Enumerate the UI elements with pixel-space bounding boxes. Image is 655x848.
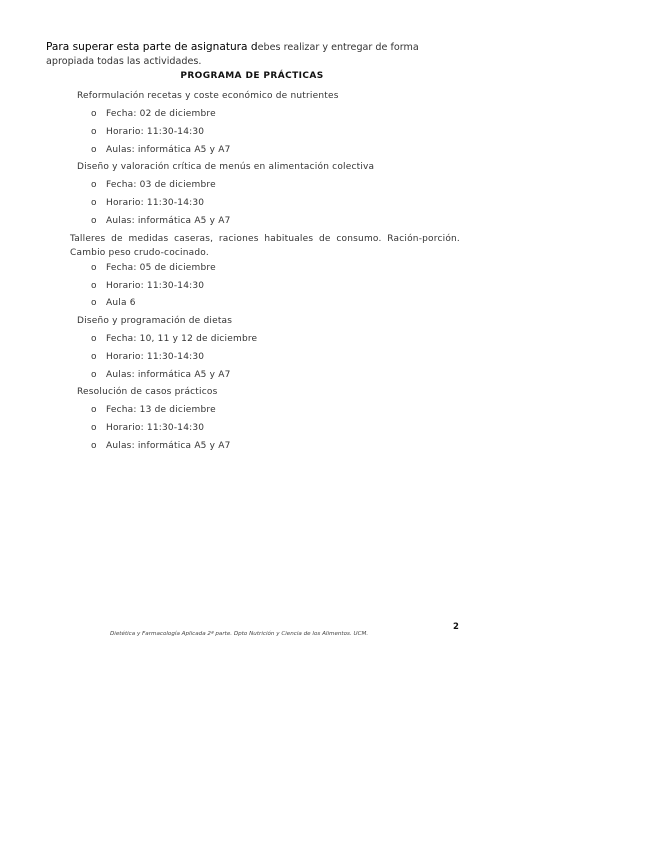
bullet-icon: o <box>91 109 97 119</box>
section-title: Diseño y programación de dietas <box>77 316 233 326</box>
intro-lead: Para superar esta parte de asignatura d <box>46 41 258 53</box>
item-text: Fecha: 10, 11 y 12 de diciembre <box>106 334 258 344</box>
section-title: Diseño y valoración crítica de menús en alimentación colectiva <box>77 162 375 172</box>
list-item <box>91 216 231 226</box>
item-text: Aulas: informática A5 y A7 <box>106 441 231 451</box>
bullet-icon: o <box>91 145 97 155</box>
list-item <box>91 405 216 415</box>
bullet-icon: o <box>91 405 97 415</box>
item-text: Fecha: 13 de diciembre <box>106 405 216 415</box>
item-text: Aula 6 <box>106 298 136 308</box>
section-title: Resolución de casos prácticos <box>77 387 218 397</box>
bullet-icon: o <box>91 127 97 137</box>
item-text: Horario: 11:30-14:30 <box>106 281 205 291</box>
item-text: Horario: 11:30-14:30 <box>106 198 205 208</box>
bullet-icon: o <box>91 180 97 190</box>
bullet-icon: o <box>91 263 97 273</box>
page-number: 2 <box>453 622 459 632</box>
bullet-icon: o <box>91 216 97 226</box>
item-text: Aulas: informática A5 y A7 <box>106 145 231 155</box>
section-title: Reformulación recetas y coste económico de nutrientes <box>77 91 339 101</box>
page-title: PROGRAMA DE PRÁCTICAS <box>180 71 324 81</box>
intro-paragraph <box>46 40 466 69</box>
bullet-icon: o <box>91 423 97 433</box>
item-text: Fecha: 03 de diciembre <box>106 180 216 190</box>
list-item <box>91 281 204 291</box>
item-text: Fecha: 02 de diciembre <box>106 109 216 119</box>
list-item <box>91 127 204 137</box>
intro-rest: ebes realizar y entregar de forma apropiada todas las actividades. <box>46 42 419 67</box>
bullet-icon: o <box>91 370 97 380</box>
bullet-icon: o <box>91 352 97 362</box>
list-item <box>91 180 216 190</box>
item-text: Horario: 11:30-14:30 <box>106 423 205 433</box>
list-item <box>91 441 231 451</box>
item-text: Aulas: informática A5 y A7 <box>106 370 231 380</box>
list-item <box>91 298 136 308</box>
item-text: Aulas: informática A5 y A7 <box>106 216 231 226</box>
item-text: Horario: 11:30-14:30 <box>106 127 205 137</box>
page-footer: Dietética y Farmacología Aplicada 2ª parte. Dpto Nutrición y Ciencia de los Alimentos. UCM. <box>110 631 369 637</box>
list-item <box>91 334 257 344</box>
list-item <box>91 423 204 433</box>
list-item <box>91 352 204 362</box>
bullet-icon: o <box>91 298 97 308</box>
section-title: Talleres de medidas caseras, raciones habituales de consumo. Ración-porción. Cambio peso crudo-cocinado. <box>70 234 460 258</box>
list-item <box>91 145 231 155</box>
bullet-icon: o <box>91 198 97 208</box>
list-item <box>91 263 216 273</box>
bullet-icon: o <box>91 281 97 291</box>
list-item <box>91 109 216 119</box>
list-item <box>91 198 204 208</box>
bullet-icon: o <box>91 441 97 451</box>
bullet-icon: o <box>91 334 97 344</box>
item-text: Horario: 11:30-14:30 <box>106 352 205 362</box>
item-text: Fecha: 05 de diciembre <box>106 263 216 273</box>
list-item <box>91 370 231 380</box>
